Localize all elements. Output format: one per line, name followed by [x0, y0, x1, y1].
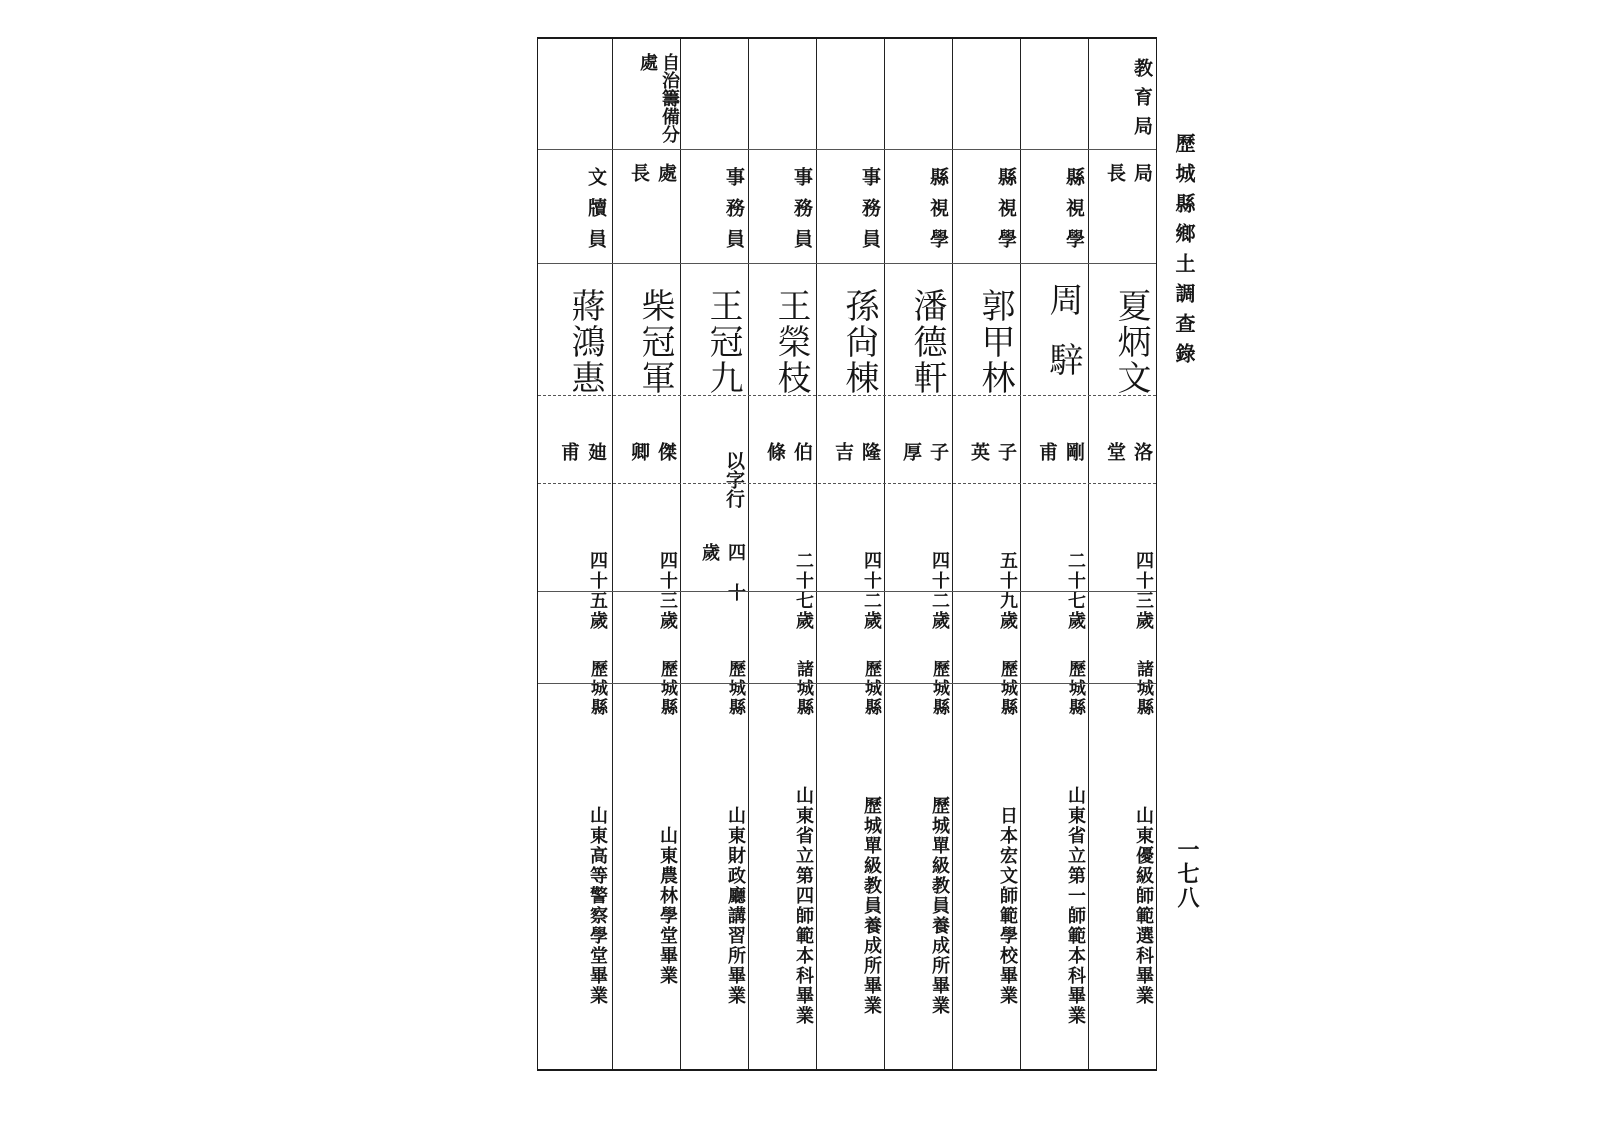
table-column	[816, 39, 884, 1069]
age-cell: 五十九歲	[997, 551, 1018, 631]
title-cell: 事務員	[723, 166, 745, 260]
name-cell: 孫尙棟	[839, 288, 879, 396]
age-cell: 四十二歲	[861, 551, 882, 631]
origin-cell: 歷城縣	[997, 659, 1017, 717]
table-column	[1088, 39, 1156, 1069]
education-cell: 日本宏文師範學校畢業	[997, 806, 1018, 1006]
name-cell: 郭甲林	[975, 288, 1015, 396]
courtesy-name-cell: 廸甫	[558, 442, 607, 483]
column-divider	[1088, 39, 1089, 1069]
row-divider	[538, 149, 1156, 150]
column-divider	[816, 39, 817, 1069]
age-cell: 四十三歲	[1133, 551, 1154, 631]
name-cell: 柴冠軍	[635, 288, 675, 396]
title-cell: 事務員	[859, 166, 881, 260]
name-cell: 周騂	[1043, 282, 1083, 402]
personnel-table	[537, 37, 1157, 1071]
origin-cell: 歷城縣	[725, 659, 745, 717]
origin-cell: 歷城縣	[929, 659, 949, 717]
title-cell: 文牘員	[585, 166, 607, 260]
courtesy-name-cell: 伯條	[764, 442, 813, 483]
origin-cell: 歷城縣	[657, 659, 677, 717]
title-cell: 處長	[628, 163, 677, 226]
courtesy-name-cell: 洛堂	[1104, 442, 1153, 483]
column-divider	[748, 39, 749, 1069]
title-cell: 縣視學	[927, 166, 949, 260]
department-cell: 教育局	[1131, 57, 1153, 145]
name-cell: 蔣鴻惠	[565, 288, 605, 396]
row-divider	[538, 683, 1156, 684]
column-divider	[680, 39, 681, 1069]
title-cell: 局長	[1104, 163, 1153, 226]
column-divider	[612, 39, 613, 1069]
courtesy-name-cell: 子厚	[900, 442, 949, 483]
row-divider	[538, 483, 1156, 484]
education-cell: 歷城單級教員養成所畢業	[929, 796, 950, 1016]
origin-cell: 歷城縣	[1065, 659, 1085, 717]
education-cell: 山東財政廳講習所畢業	[725, 806, 746, 1006]
origin-cell: 諸城縣	[793, 659, 813, 717]
education-cell: 山東省立第四師範本科畢業	[793, 786, 814, 1026]
age-cell: 四十二歲	[929, 551, 950, 631]
row-divider	[538, 395, 1156, 396]
education-cell: 歷城單級教員養成所畢業	[861, 796, 882, 1016]
courtesy-name-cell: 傑卿	[628, 442, 677, 483]
running-head: 歷城縣鄉土調查錄	[1172, 133, 1196, 373]
name-cell: 王冠九	[703, 288, 743, 396]
age-cell: 二十七歲	[1065, 551, 1086, 631]
name-cell: 潘德軒	[907, 288, 947, 396]
row-divider	[538, 263, 1156, 264]
age-cell: 四十五歲	[587, 551, 608, 631]
courtesy-name-cell: 剛甫	[1036, 442, 1085, 483]
education-cell: 山東省立第一師範本科畢業	[1065, 786, 1086, 1026]
column-divider	[952, 39, 953, 1069]
age-cell: 二十七歲	[793, 551, 814, 631]
origin-cell: 歷城縣	[587, 659, 607, 717]
origin-cell: 歷城縣	[861, 659, 881, 717]
name-cell: 王榮枝	[771, 288, 811, 396]
table-column	[680, 39, 748, 1069]
column-divider	[884, 39, 885, 1069]
courtesy-name-cell: 以字行	[723, 450, 745, 508]
age-cell: 四十三歲	[657, 551, 678, 631]
education-cell: 山東優級師範選科畢業	[1133, 806, 1154, 1006]
courtesy-name-cell: 隆吉	[832, 442, 881, 483]
table-column	[542, 39, 610, 1069]
table-column	[748, 39, 816, 1069]
column-divider	[1020, 39, 1021, 1069]
title-cell: 縣視學	[1063, 166, 1085, 260]
row-divider	[538, 591, 1156, 592]
table-column	[952, 39, 1020, 1069]
education-cell: 山東農林學堂畢業	[657, 826, 678, 986]
courtesy-name-cell: 子英	[968, 442, 1017, 483]
age-cell: 四十歲	[699, 543, 746, 623]
title-cell: 縣視學	[995, 166, 1017, 260]
department-cell: 自治籌備分處	[637, 53, 680, 143]
origin-cell: 諸城縣	[1133, 659, 1153, 717]
education-cell: 山東高等警察學堂畢業	[587, 806, 608, 1006]
table-column	[884, 39, 952, 1069]
table-column	[1020, 39, 1088, 1069]
page-number: 一七八	[1174, 838, 1200, 910]
name-cell: 夏炳文	[1111, 288, 1151, 396]
table-column	[612, 39, 680, 1069]
title-cell: 事務員	[791, 166, 813, 260]
